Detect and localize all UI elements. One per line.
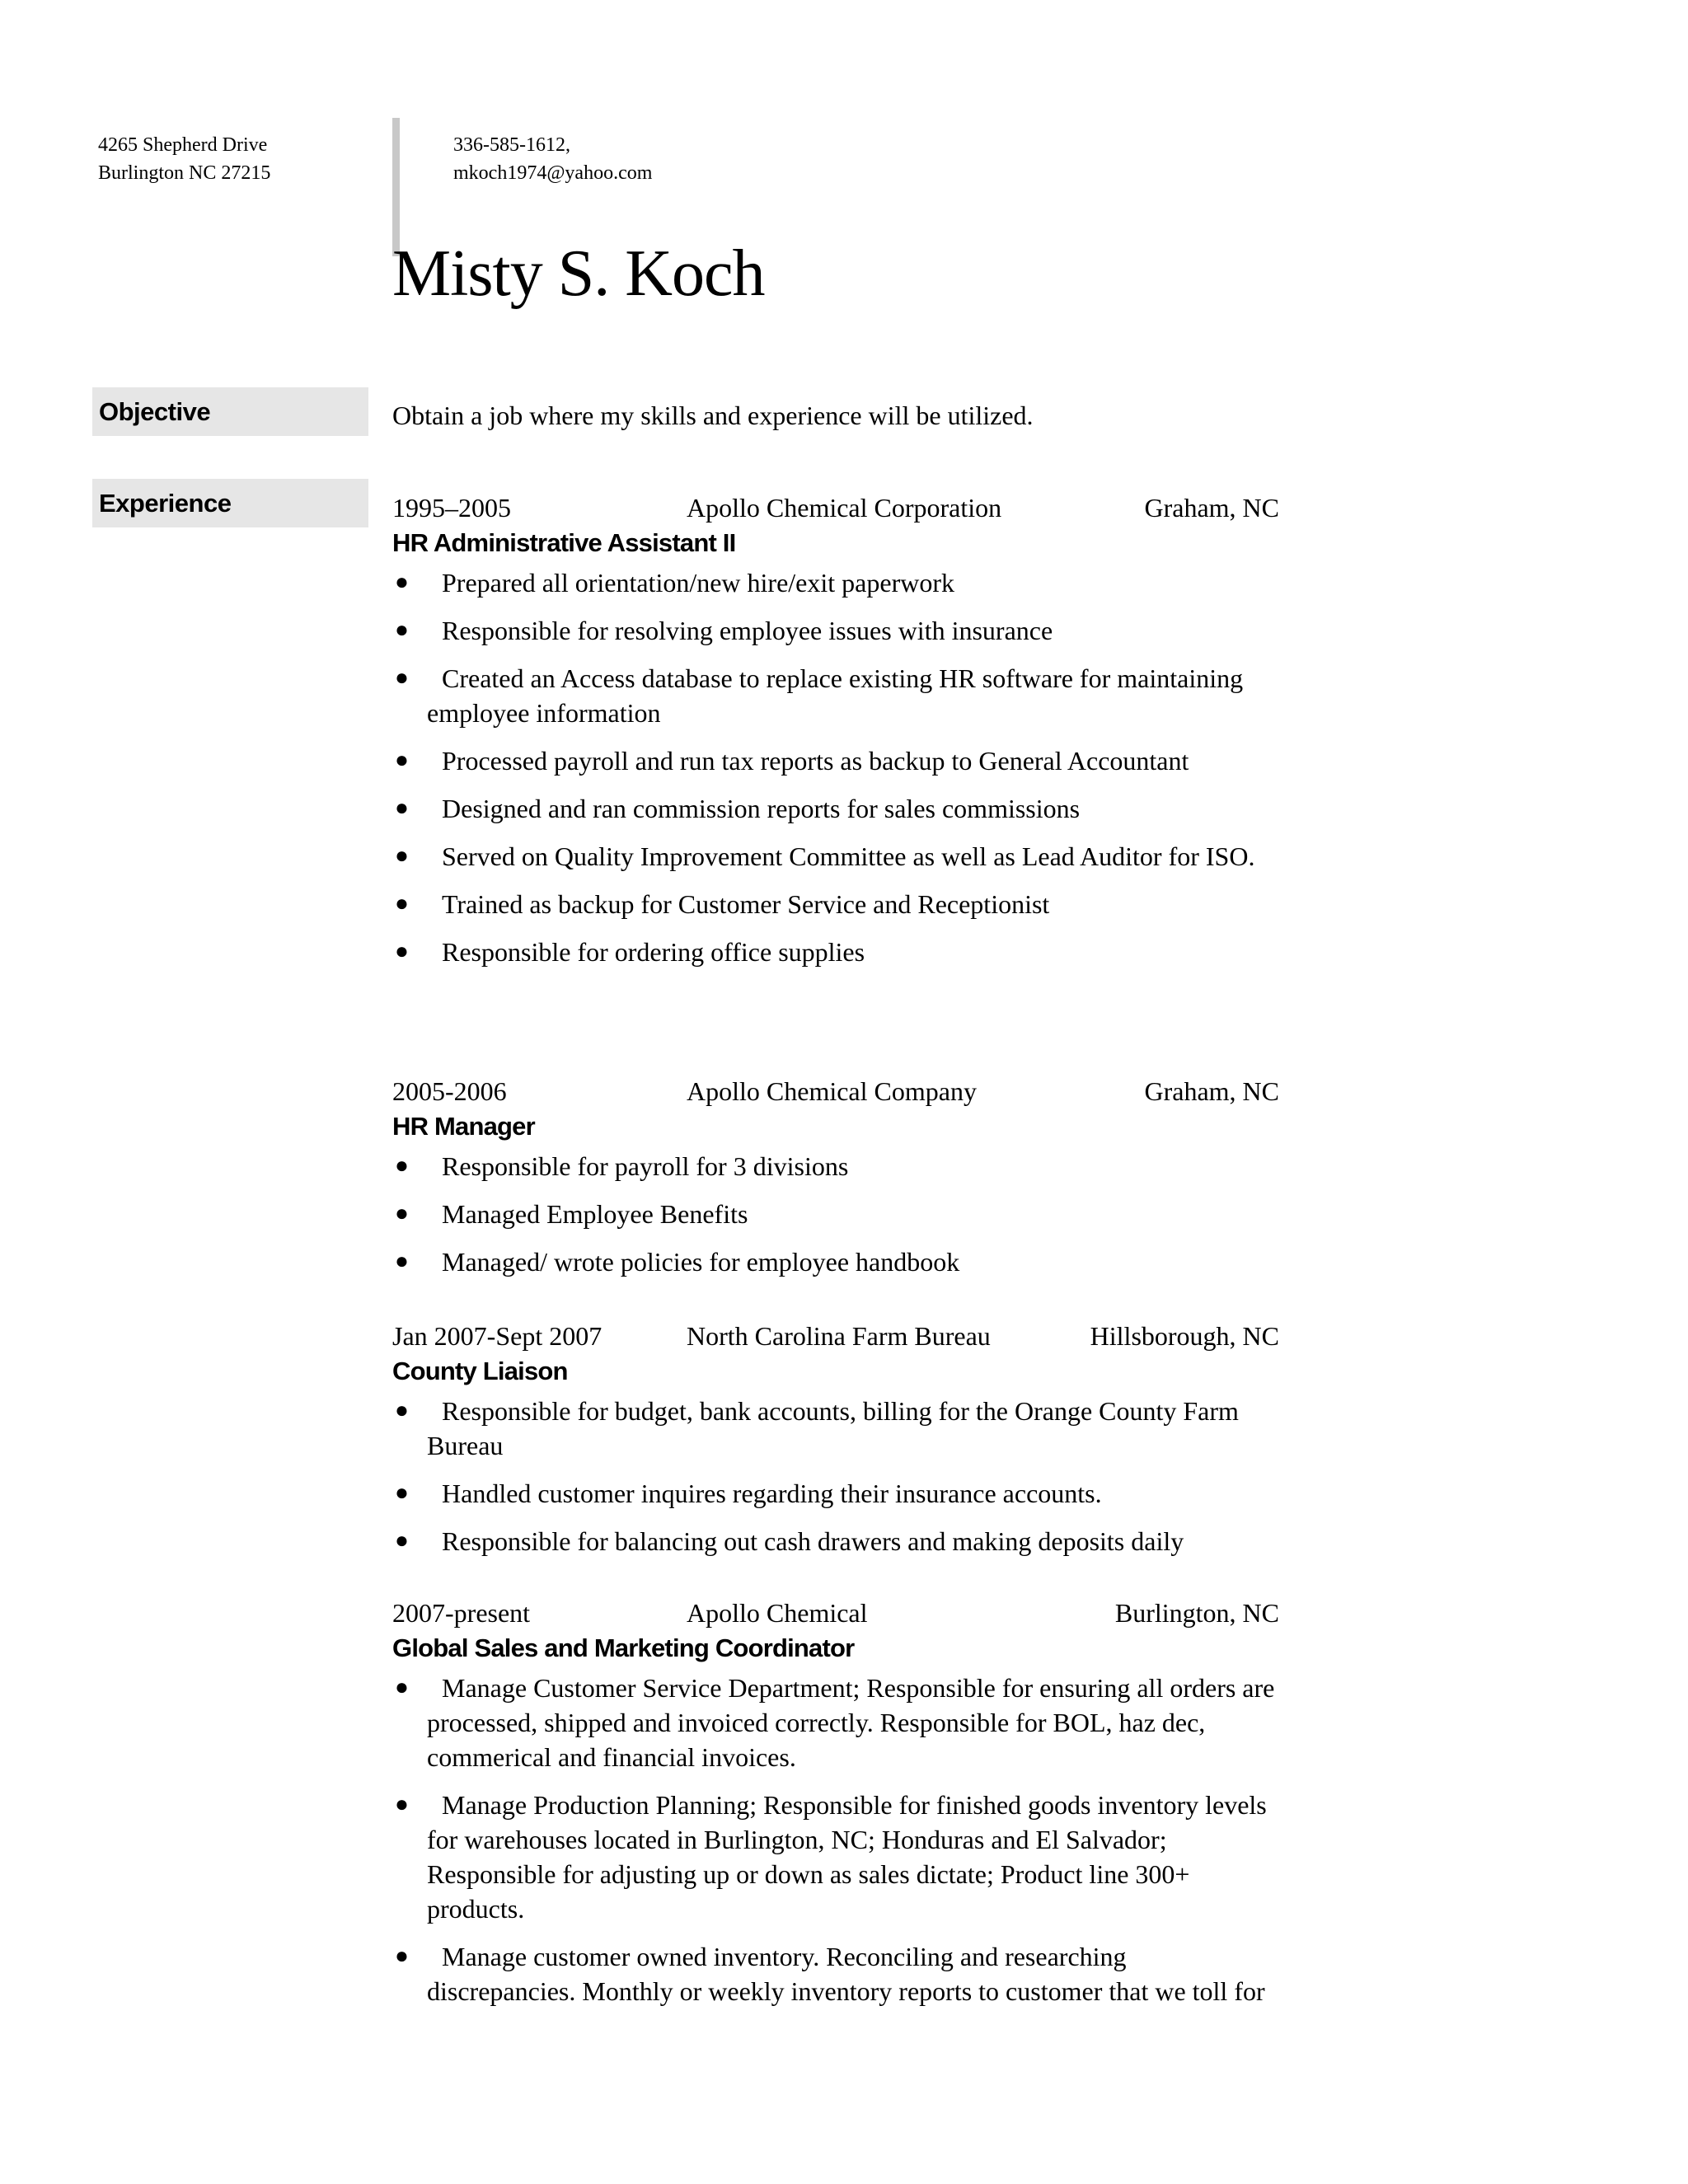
- job-company: Apollo Chemical Corporation: [687, 493, 1002, 523]
- bullet-item: ● Managed Employee Benefits: [392, 1197, 1279, 1231]
- address-line-1: 4265 Shepherd Drive: [98, 134, 268, 156]
- address-line-2: Burlington NC 27215: [98, 162, 271, 184]
- bullet-icon: ●: [395, 617, 409, 643]
- bullet-icon: ●: [395, 665, 409, 691]
- bullet-item: ● Designed and ran commission reports for sales commissions: [392, 791, 1279, 826]
- job-entry: [392, 1318, 1279, 1558]
- job-location: Hillsborough, NC: [1090, 1321, 1279, 1351]
- job-entry: [392, 1595, 1279, 2008]
- candidate-name: Misty S. Koch: [392, 237, 765, 310]
- job-bullets: [392, 1671, 1279, 2008]
- job-company: Apollo Chemical: [687, 1598, 868, 1628]
- job-dates: 1995–2005: [392, 493, 511, 523]
- bullet-item: ● Prepared all orientation/new hire/exit paperwork: [392, 565, 1279, 600]
- job-header: [392, 1073, 1279, 1109]
- bullet-icon: ●: [395, 1153, 409, 1179]
- job-location: Burlington, NC: [1114, 1598, 1279, 1628]
- bullet-item: ● Manage Customer Service Department; Responsible for ensuring all orders are processed, shipped and invoiced correctly. Responsible for BOL, haz dec, commerical and financial invoices.: [392, 1671, 1279, 1774]
- bullet-item: ● Processed payroll and run tax reports as backup to General Accountant: [392, 743, 1279, 778]
- bullet-icon: ●: [395, 1201, 409, 1226]
- job-entry: [392, 490, 1279, 969]
- job-company: North Carolina Farm Bureau: [687, 1321, 991, 1351]
- bullet-item: ● Created an Access database to replace existing HR software for maintaining employee information: [392, 661, 1279, 730]
- bullet-icon: ●: [395, 795, 409, 821]
- bullet-icon: ●: [395, 939, 409, 964]
- bullet-icon: ●: [395, 1943, 409, 1969]
- bullet-item: ● Manage customer owned inventory. Reconciling and researching discrepancies. Monthly or weekly inventory reports to customer that we toll for: [392, 1939, 1279, 2008]
- phone-number: 336-585-1612,: [453, 134, 570, 156]
- bullet-icon: ●: [395, 843, 409, 869]
- bullet-item: ● Trained as backup for Customer Service and Receptionist: [392, 887, 1279, 921]
- job-header: [392, 1595, 1279, 1631]
- job-title: HR Manager: [392, 1112, 535, 1141]
- job-title: HR Administrative Assistant II: [392, 528, 736, 557]
- objective-text: Obtain a job where my skills and experience will be utilized.: [392, 401, 1034, 430]
- bullet-item: ● Manage Production Planning; Responsible for finished goods inventory levels for warehouses located in Burlington, NC; Honduras and El Salvador; Responsible for adjusting up or down as sales dictate; Product line 300+ products.: [392, 1788, 1279, 1926]
- job-location: Graham, NC: [1144, 493, 1279, 523]
- bullet-icon: ●: [395, 569, 409, 595]
- job-company: Apollo Chemical Company: [687, 1076, 977, 1106]
- bullet-item: ● Managed/ wrote policies for employee handbook: [392, 1244, 1279, 1279]
- job-entry: [392, 1073, 1279, 1279]
- bullet-icon: ●: [395, 1249, 409, 1274]
- job-bullets: [392, 1149, 1279, 1279]
- job-location: Graham, NC: [1144, 1076, 1279, 1106]
- job-dates: Jan 2007-Sept 2007: [392, 1321, 603, 1351]
- bullet-icon: ●: [395, 1675, 409, 1700]
- bullet-icon: ●: [395, 1528, 409, 1554]
- job-header: [392, 490, 1279, 526]
- bullet-item: ● Responsible for payroll for 3 divisions: [392, 1149, 1279, 1183]
- job-header: [392, 1318, 1279, 1354]
- bullet-item: ● Responsible for ordering office supplies: [392, 935, 1279, 969]
- job-dates: 2005-2006: [392, 1076, 507, 1106]
- objective-label: Objective: [92, 387, 368, 436]
- job-bullets: [392, 1394, 1279, 1558]
- contact-block: [453, 131, 652, 187]
- bullet-icon: ●: [395, 1792, 409, 1817]
- bullet-item: ● Responsible for budget, bank accounts, billing for the Orange County Farm Bureau: [392, 1394, 1279, 1463]
- bullet-item: ● Responsible for balancing out cash drawers and making deposits daily: [392, 1524, 1279, 1558]
- bullet-item: ● Served on Quality Improvement Committee as well as Lead Auditor for ISO.: [392, 839, 1279, 874]
- bullet-icon: ●: [395, 891, 409, 916]
- bullet-icon: ●: [395, 1398, 409, 1423]
- job-title: Global Sales and Marketing Coordinator: [392, 1633, 855, 1662]
- address-block: [98, 131, 270, 187]
- bullet-item: ● Handled customer inquires regarding their insurance accounts.: [392, 1476, 1279, 1511]
- job-bullets: [392, 565, 1279, 969]
- email-address: mkoch1974@yahoo.com: [453, 162, 653, 184]
- bullet-item: ● Responsible for resolving employee issues with insurance: [392, 613, 1279, 648]
- bullet-icon: ●: [395, 748, 409, 773]
- experience-label: Experience: [92, 479, 368, 527]
- bullet-icon: ●: [395, 1480, 409, 1506]
- job-title: County Liaison: [392, 1357, 568, 1385]
- job-dates: 2007-present: [392, 1598, 531, 1628]
